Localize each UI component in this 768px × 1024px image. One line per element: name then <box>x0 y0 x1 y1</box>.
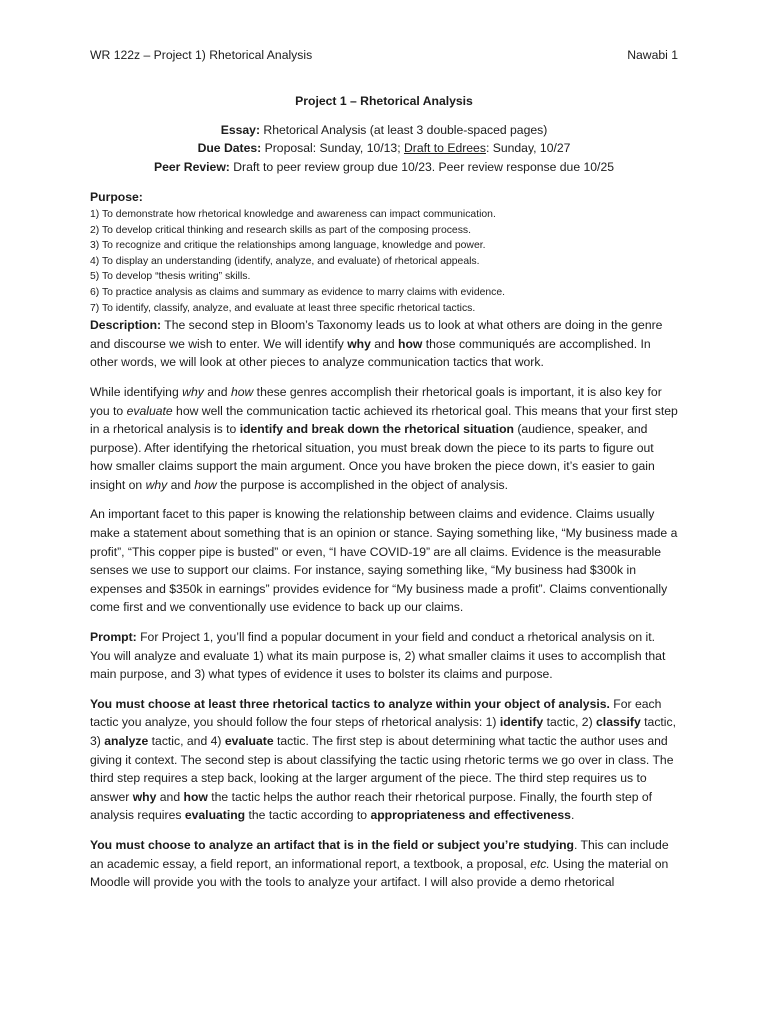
purpose-item: 1) To demonstrate how rhetorical knowledge and awareness can impact communication. <box>90 208 496 220</box>
text-run: . This can include an academic essay, a field report, an informational report, a textbook, a proposal, <box>90 837 669 871</box>
header-page-number: Nawabi 1 <box>627 48 678 62</box>
prompt-label: Prompt: <box>90 630 137 645</box>
text-run: evaluating <box>184 808 246 823</box>
text-run: tactic, and 4) <box>148 734 225 748</box>
purpose-item: 2) To develop critical thinking and research skills as part of the composing process. <box>90 224 471 236</box>
text-run: why <box>182 384 204 399</box>
text-run: Using the material on Moodle will provide you with the tools to analyze your artifact. I will also provide a demo rhetorical <box>90 856 669 890</box>
text-run: . <box>570 808 575 823</box>
text-run: and <box>156 789 184 804</box>
tactics-paragraph <box>90 695 678 825</box>
text-run: the tactic helps the author reach their rhetorical purpose. Finally, the fourth step of analysis requires <box>90 789 653 823</box>
text-run: For Project 1, you’ll find a popular document in your field and conduct a rhetorical analysis on it. You will analyze and evaluate 1) what its main purpose is, 2) what smaller claims it uses to accomplish that main purpose, and 3) what types of evidence it uses to bolster its claims and purpose. <box>90 630 666 682</box>
text-run: You must choose at least three rhetorical tactics to analyze within your object of analysis. <box>90 696 610 711</box>
text-run: those communiqués are accomplished. In other words, we will look at other pieces to analyze communication tactics that work. <box>90 336 651 370</box>
text-run: appropriateness and effectiveness <box>370 808 571 823</box>
text-run: and <box>370 336 398 351</box>
text-run: the purpose is accomplished in the object of analysis. <box>216 477 509 492</box>
text-run: While identifying <box>90 384 183 399</box>
purpose-heading: Purpose: <box>90 190 143 205</box>
text-run: evaluate <box>224 734 274 748</box>
text-run: The second step in Bloom’s Taxonomy leads us to look at what others are doing in the genre and discourse we wish to enter. We will identify <box>90 318 663 351</box>
document-title: Project 1 – Rhetorical Analysis <box>295 94 473 108</box>
peer-review-text: Draft to peer review group due 10/23. Peer review response due 10/25 <box>229 159 614 174</box>
text-run: how <box>183 789 208 804</box>
text-run: tactic, 2) <box>543 715 597 730</box>
text-run: and <box>203 384 231 399</box>
purpose-item: 7) To identify, classify, analyze, and evaluate at least three specific rhetorical tactics. <box>90 302 476 314</box>
essay-text: Rhetorical Analysis (at least 3 double-spaced pages) <box>260 122 548 137</box>
text-run: tactic, 3) <box>90 715 676 748</box>
page-header <box>90 46 678 64</box>
artifact-paragraph <box>90 836 678 892</box>
text-run: how <box>194 477 217 492</box>
prompt-paragraph <box>90 628 678 684</box>
draft-to-edrees-link[interactable]: Draft to Edrees <box>403 141 486 156</box>
essay-line <box>90 121 678 140</box>
text-run: (audience, speaker, and purpose). After identifying the rhetorical situation, you must break down the piece to its parts to figure out how smaller claims support the main argument. Once you have broken the piece down, it’s easier to gain insight on <box>90 422 655 492</box>
text-run: identify and break down the rhetorical situation <box>239 422 514 437</box>
peer-review-line <box>90 158 678 177</box>
claims-evidence-paragraph: An important facet to this paper is knowing the relationship between claims and evidence. Claims usually make a statement about something that is an opinion or stance. Saying something like, “My business made a profit”, “This copper pipe is busted” or even, “I have COVID-19” are all claims. Evidence is the measurable senses we use to support our claims. For instance, saying something like, “My business had $300k in expenses and $350k in earnings” provides evidence for “My business made a profit”. Claims conventionally come first and we conventionally use evidence to back up our claims. <box>90 507 678 615</box>
purpose-item: 4) To display an understanding (identify, analyze, and evaluate) of rhetorical appeals. <box>90 255 480 267</box>
text-run: You must choose to analyze an artifact that is in the field or subject you’re studying <box>90 837 574 852</box>
text-run: why <box>145 477 168 492</box>
due-dates-label: Due Dates: <box>197 141 262 156</box>
due-dates-text: Proposal: Sunday, 10/13; <box>261 141 404 156</box>
header-course-title: WR 122z – Project 1) Rhetorical Analysis <box>90 48 313 62</box>
text-run: evaluate <box>126 403 173 418</box>
text-run: how <box>230 384 254 399</box>
due-dates-line <box>90 139 678 158</box>
peer-review-label: Peer Review: <box>153 159 230 174</box>
text-run: how well the communication tactic achieved its rhetorical goal. This means that your first step in a rhetorical analysis is to <box>90 403 678 437</box>
text-run: why <box>347 336 371 351</box>
text-run: why <box>132 789 157 804</box>
description-paragraph <box>90 316 678 372</box>
description-label: Description: <box>90 318 162 333</box>
text-run: analyze <box>104 734 149 748</box>
text-run: tactic. The first step is about determining what tactic the author uses and giving it context. The second step is about classifying the tactic using rhetoric terms we go over in class. The third step requires a step back, looking at the larger argument of the piece. The third step requires us to answer <box>90 734 674 804</box>
essay-label: Essay: <box>220 122 261 137</box>
text-run: etc. <box>530 856 550 871</box>
situation-paragraph <box>90 383 678 495</box>
due-dates-text-end: : Sunday, 10/27 <box>485 141 571 156</box>
purpose-item: 5) To develop “thesis writing” skills. <box>90 271 251 283</box>
purpose-list <box>90 207 678 316</box>
purpose-item: 3) To recognize and critique the relationships among language, knowledge and power. <box>90 240 486 252</box>
purpose-item: 6) To practice analysis as claims and summary as evidence to marry claims with evidence. <box>90 286 506 298</box>
text-run: classify <box>596 715 641 730</box>
text-run: identify <box>499 715 544 730</box>
text-run: For each tactic you analyze, you should follow the four steps of rhetorical analysis: 1) <box>90 696 662 730</box>
text-run: and <box>167 477 195 492</box>
text-run: these genres accomplish their rhetorical goals is important, it is also key for you to <box>90 384 662 418</box>
text-run: the tactic according to <box>245 808 371 823</box>
text-run: how <box>398 336 423 351</box>
